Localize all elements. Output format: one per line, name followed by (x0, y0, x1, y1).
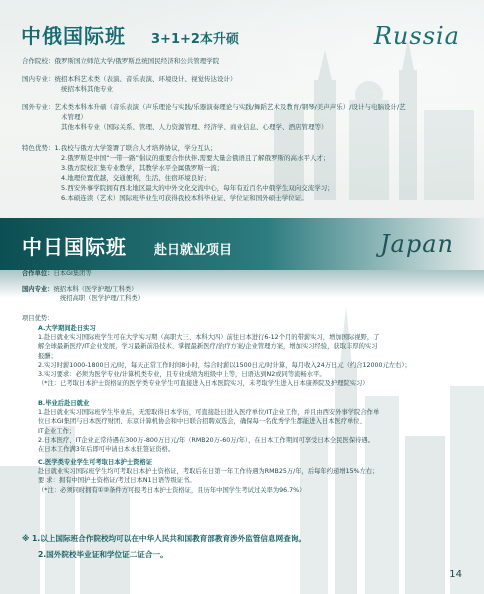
russia-domestic-line: 统招本科艺术类（表演、音乐表演、环境设计、视觉传达设计） (54, 75, 237, 83)
japan-english-heading: Japan (379, 230, 454, 258)
russia-title: 中俄国际班 (21, 24, 126, 48)
russia-features-label: 特色优势： (22, 144, 55, 152)
japan-domestic (22, 285, 144, 303)
japan-section-b (38, 399, 379, 454)
russia-feature-item: 1.我校与俄方大学签署了联合人才培养协议，学分互认； (54, 144, 217, 152)
japan-section (0, 218, 484, 594)
russia-subtitle: 3+1+2本升硕 (151, 32, 239, 47)
section-a-heading: A.大学期间赴日实习 (38, 325, 96, 332)
russia-foreign-line: 术管理） (61, 113, 87, 121)
section-a-line: 解全球最新医疗/IT企业发展，学习最新前沿技术、掌握最新医疗/治疗方案/企业管理方案，增加实习经验，获取丰厚的实习 (38, 343, 378, 351)
russia-english-heading: Russia (373, 22, 460, 50)
section-c-line: 赴日就业实习国际班学生均可考取日本护士资格证，考取后在日第一年工作待遇为RMB25万/年，后每年约递增15%左右； (38, 468, 379, 476)
russia-domestic-label: 国内专业： (22, 75, 55, 83)
russia-partner-label: 合作院校： (22, 57, 55, 65)
section-b-line: 位日本GI集团与日本医疗财团、东京计算机协会和中日联合招聘双选会，确保每一名优秀学生都能进入日本医疗单位、 (38, 418, 366, 426)
russia-features (22, 143, 334, 203)
section-c-heading: C.医学类专业学生可考取日本护士资格证 (38, 459, 153, 466)
japan-domestic-line: 统招高职（医学护理/工科类） (60, 295, 144, 303)
russia-foreign-label: 国外专业： (22, 103, 55, 111)
russia-foreign-line: 其他本科专业（国际关系、管理、人力资源管理、经济学、商业信息、心理学、酒店管理等） (61, 123, 328, 131)
japan-partner-label: 合作单位： (22, 270, 54, 277)
japan-section-a (38, 324, 411, 388)
section-a-line: 1.赴日就业实习国际班学生可在大学实习期（高职大三、本科大四）前往日本进行6-12个月的带薪实习，增加国际视野，了 (38, 334, 380, 342)
section-a-line: 3.实习要求：必须为医学专业/计算机类专业，且专业成绩为班级中上等，日语达到N2或同等流畅水平。 (38, 371, 326, 379)
section-c-line: 要 求：拥有中国护士资格证/考过日本N1日语等级证书。 (38, 477, 196, 485)
section-b-heading: B.毕业后赴日就业 (38, 400, 90, 407)
russia-foreign (22, 102, 406, 132)
japan-title: 中日国际班 (22, 235, 127, 259)
section-b-line: 2.日本医疗、IT企业正常待遇在300万-800万日元/年（RMB20万-60万/年），在日本工作期间可享受日本全民医保待遇。 (38, 436, 375, 444)
russia-feature-item: 6.本硕连读（艺术）国际班毕业生可获得我校本科毕业证、学位证和国外硕士学位证。 (61, 194, 308, 202)
japan-partner (22, 269, 92, 278)
japan-advantages-label: 项目优势： (22, 315, 54, 322)
japan-section-c (38, 458, 379, 495)
japan-partner-value: 日本GI集团等 (53, 270, 92, 277)
russia-feature-item: 3.俄方院校汇集专业教学，其教学水平全属俄罗斯一流； (61, 164, 224, 172)
russia-partner-value: 俄罗斯国立师范大学/俄罗斯总统国民经济和公共管理学院 (54, 57, 220, 65)
section-a-line: 报酬； (38, 352, 57, 360)
russia-section (0, 0, 484, 218)
section-c-line: （*注：必须同时拥有①②条件方可报考日本护士资格证，且历年中国学生考试过关率为96.7%） (38, 486, 306, 494)
section-a-line: （*注：已考取日本护士资格证的医学类专业学生可直接进入日本医院实习，未考取学生进入日本康养院及护理院实习） (38, 380, 369, 388)
page-number: 14 (449, 569, 462, 580)
japan-subtitle: 赴日就业项目 (154, 243, 233, 258)
russia-domestic (22, 74, 237, 94)
japan-domestic-line: 统招本科（医学护理/工科类） (53, 286, 138, 293)
japan-domestic-label: 国内专业： (22, 286, 54, 293)
russia-feature-item: 4.地理位置优越，交通便利，生活、住宿环境良好； (61, 174, 211, 182)
footnote-2: 2.国外院校毕业证和学位证二证合一。 (38, 550, 168, 559)
russia-partner (22, 56, 219, 66)
section-b-line: 在日本工作满3年后即可申请日本永驻签证资格。 (38, 446, 175, 454)
russia-feature-item: 2.俄罗斯是中国“一带一路”倡议的重要合作伙伴,需要大量会俄语且了解俄罗斯的高水平人才； (61, 154, 330, 162)
russia-foreign-line: 艺术类本科本升硕（音乐表演（声乐理论与实践/乐器演奏理论与实践/舞蹈艺术及教育/钢琴/美声声乐）/设计与电脑设计/艺 (54, 103, 406, 111)
section-b-line: 1.赴日就业实习国际班学生毕业后，无需取得日本学历，可直接赴日进入医疗单位/IT企业工作，并且由西安外事学院合作单 (38, 409, 380, 417)
footnote-1: ※ 1.以上国际班合作院校均可以在中华人民共和国教育部教育涉外监管信息网查询。 (22, 534, 306, 543)
russia-domestic-line: 统招本科其他专业 (61, 85, 113, 93)
section-a-line: 2.实习时薪1000-1800日元/时，每天正常工作时间8小时，综合时薪以1500日元/时计算，每月收入24万日元（约合12000元左右）； (38, 361, 411, 369)
section-b-line: IT企业工作； (38, 427, 76, 435)
russia-feature-item: 5.西安外事学院拥有西北地区最大的中外文化交流中心，每年有近百名中俄学生双向交流学习； (61, 184, 334, 192)
